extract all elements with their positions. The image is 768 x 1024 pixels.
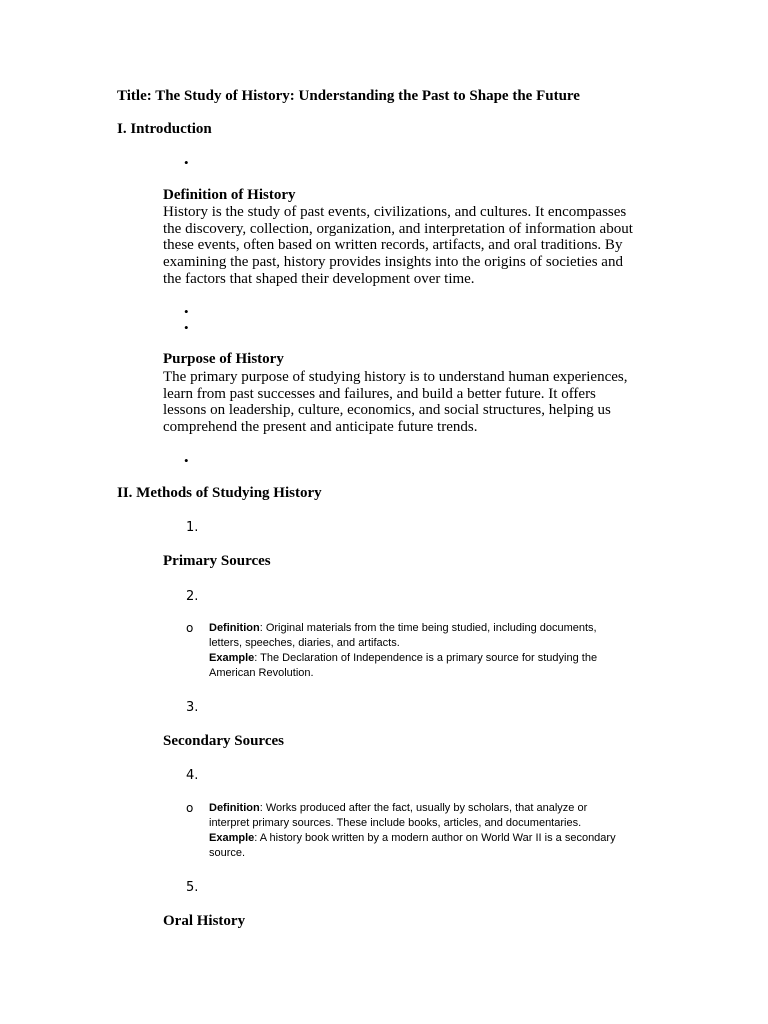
paragraph-line: comprehend the present and anticipate future trends.: [163, 419, 478, 436]
definition-label: Definition: [209, 622, 260, 634]
example-line: [209, 651, 659, 666]
bullet-marker: •: [184, 155, 189, 170]
example-line: source.: [209, 847, 246, 859]
definition-line: interpret primary sources. These include books, articles, and documentaries.: [209, 817, 582, 829]
example-line: [209, 831, 659, 846]
list-number: 4.: [186, 768, 199, 783]
bullet-marker: •: [184, 453, 189, 468]
primary-sources-details: [209, 621, 659, 681]
definition-line: [209, 621, 659, 636]
section-heading-introduction: I. Introduction: [117, 121, 212, 137]
subheading-secondary-sources: Secondary Sources: [163, 733, 284, 749]
paragraph-definition-of-history: [163, 204, 653, 288]
section-heading-methods: II. Methods of Studying History: [117, 485, 322, 501]
list-number: 1.: [186, 520, 199, 535]
secondary-sources-details: [209, 801, 659, 861]
example-text: : A history book written by a modern author on World War II is a secondary: [254, 832, 616, 844]
definition-text: : Original materials from the time being studied, including documents,: [259, 622, 597, 634]
definition-line: [209, 801, 659, 816]
paragraph-line: lessons on leadership, culture, economics, and social structures, helping us: [163, 402, 611, 419]
subheading-primary-sources: Primary Sources: [163, 553, 271, 569]
list-number: 3.: [186, 700, 199, 715]
subheading-definition-of-history: Definition of History: [163, 187, 296, 203]
bullet-marker: •: [184, 304, 189, 319]
document-title: Title: The Study of History: Understanding the Past to Shape the Future: [117, 88, 580, 104]
list-number: 2.: [186, 589, 199, 604]
paragraph-purpose-of-history: [163, 369, 653, 436]
paragraph-line: The primary purpose of studying history is to understand human experiences,: [163, 369, 628, 385]
example-label: Example: [209, 652, 255, 664]
subheading-purpose-of-history: Purpose of History: [163, 351, 284, 367]
paragraph-line: History is the study of past events, civilizations, and cultures. It encompasses: [163, 204, 627, 220]
definition-label: Definition: [209, 802, 260, 814]
paragraph-line: examining the past, history provides insights into the origins of societies and: [163, 254, 623, 271]
paragraph-line: the factors that shaped their development over time.: [163, 270, 475, 287]
bullet-marker: •: [184, 320, 189, 335]
paragraph-line: these events, often based on written records, artifacts, and oral traditions. By: [163, 237, 623, 254]
definition-text: : Works produced after the fact, usually by scholars, that analyze or: [259, 802, 588, 814]
paragraph-line: the discovery, collection, organization, and interpretation of information about: [163, 220, 633, 237]
definition-line: letters, speeches, diaries, and artifacts.: [209, 637, 400, 649]
example-label: Example: [209, 832, 255, 844]
sub-bullet-marker: o: [186, 801, 194, 815]
paragraph-line: learn from past successes and failures, and build a better future. It offers: [163, 385, 596, 402]
subheading-oral-history: Oral History: [163, 913, 246, 929]
example-text: : The Declaration of Independence is a primary source for studying the: [254, 652, 598, 664]
example-line: American Revolution.: [209, 667, 314, 679]
list-number: 5.: [186, 880, 199, 895]
sub-bullet-marker: o: [186, 621, 194, 635]
